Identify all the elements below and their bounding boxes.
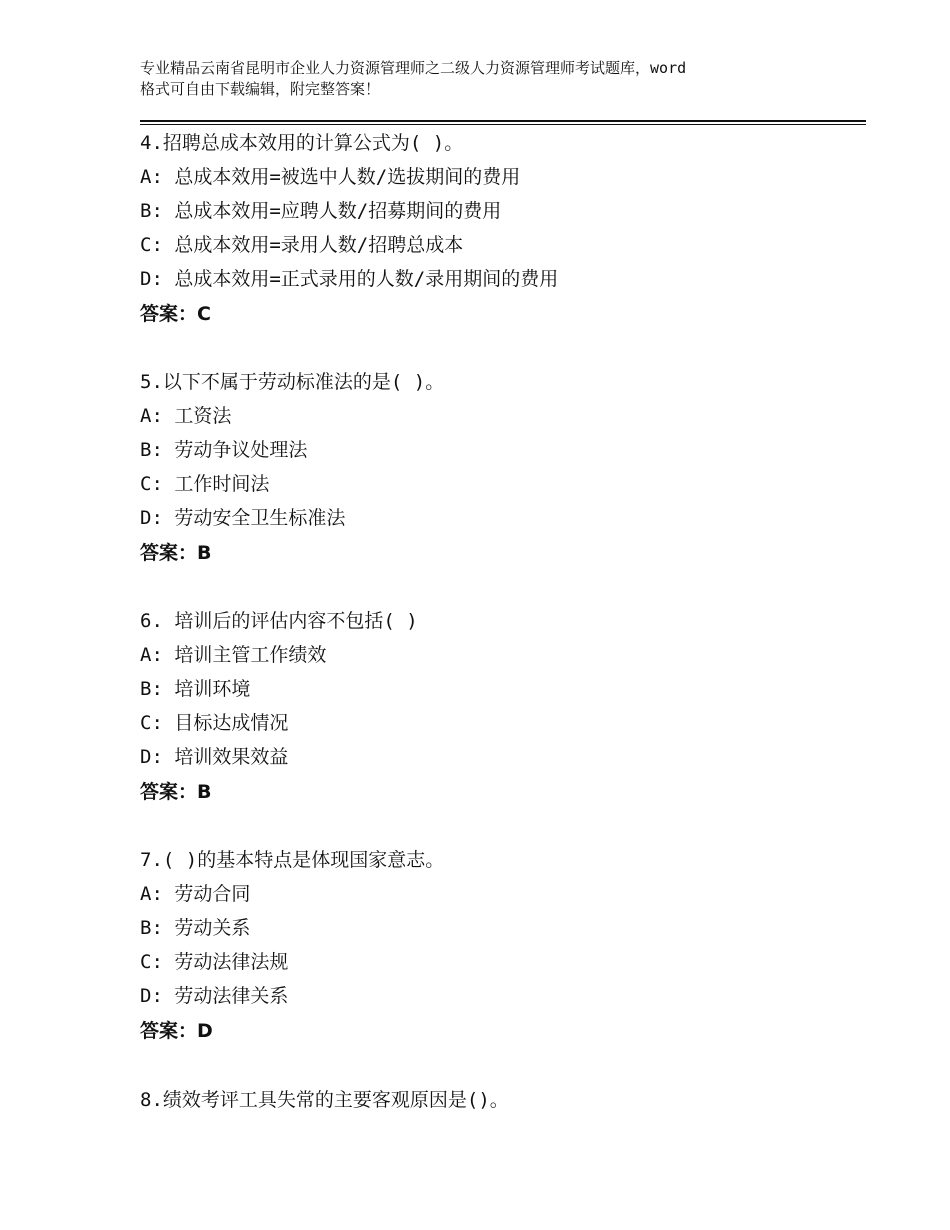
question-5-stem: 5.以下不属于劳动标准法的是( )。 bbox=[140, 371, 445, 393]
question-6-option-d: D: 培训效果效益 bbox=[140, 746, 289, 768]
question-4-option-d: D: 总成本效用=正式录用的人数/录用期间的费用 bbox=[140, 268, 559, 290]
header-line-2: 格式可自由下载编辑，附完整答案！ bbox=[140, 80, 381, 98]
question-6-option-b: B: 培训环境 bbox=[140, 678, 251, 700]
question-6-stem: 6. 培训后的评估内容不包括( ) bbox=[140, 610, 418, 632]
question-4-option-a: A: 总成本效用=被选中人数/选拔期间的费用 bbox=[140, 166, 521, 188]
question-4-stem: 4.招聘总成本效用的计算公式为( )。 bbox=[140, 132, 464, 154]
header-rule-thin bbox=[140, 124, 866, 125]
question-8-stem: 8.绩效考评工具失常的主要客观原因是()。 bbox=[140, 1089, 509, 1111]
question-5-option-d: D: 劳动安全卫生标准法 bbox=[140, 507, 346, 529]
question-6-option-c: C: 目标达成情况 bbox=[140, 712, 289, 734]
question-4-answer: 答案：C bbox=[140, 303, 211, 325]
question-5-option-c: C: 工作时间法 bbox=[140, 473, 270, 495]
question-7-stem: 7.( )的基本特点是体现国家意志。 bbox=[140, 849, 445, 871]
question-7-option-c: C: 劳动法律法规 bbox=[140, 951, 289, 973]
question-6-answer: 答案：B bbox=[140, 781, 212, 803]
question-4-option-c: C: 总成本效用=录用人数/招聘总成本 bbox=[140, 234, 464, 256]
question-7-option-a: A: 劳动合同 bbox=[140, 883, 251, 905]
header-rule-thick bbox=[140, 120, 866, 122]
question-7-option-d: D: 劳动法律关系 bbox=[140, 985, 289, 1007]
question-7-option-b: B: 劳动关系 bbox=[140, 917, 251, 939]
question-4-option-b: B: 总成本效用=应聘人数/招募期间的费用 bbox=[140, 200, 502, 222]
question-6-option-a: A: 培训主管工作绩效 bbox=[140, 644, 327, 666]
question-5-option-b: B: 劳动争议处理法 bbox=[140, 439, 308, 461]
question-7-answer: 答案：D bbox=[140, 1020, 213, 1042]
question-5-answer: 答案：B bbox=[140, 542, 212, 564]
document-header bbox=[140, 58, 840, 100]
question-5-option-a: A: 工资法 bbox=[140, 405, 232, 427]
header-line-1: 专业精品云南省昆明市企业人力资源管理师之二级人力资源管理师考试题库，word bbox=[140, 59, 687, 77]
